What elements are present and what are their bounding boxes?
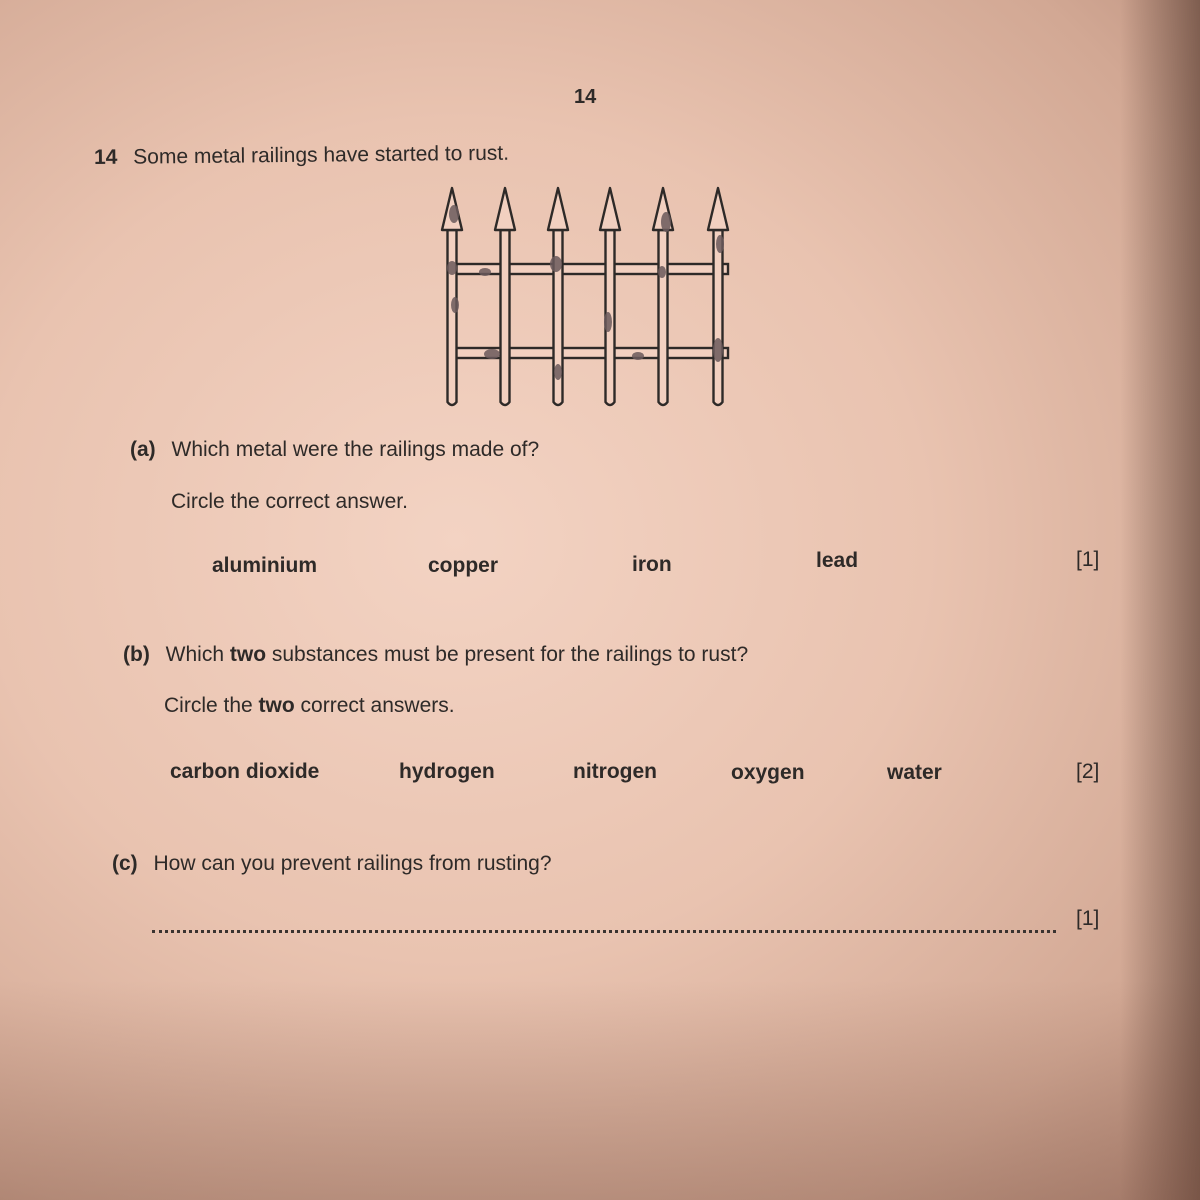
option-lead[interactable]: lead [816, 549, 859, 572]
part-c-question [112, 852, 552, 876]
part-b-instruction [164, 694, 455, 718]
railing-post [714, 230, 723, 405]
question-stem: Some metal railings have started to rust. [133, 141, 510, 169]
part-b-instruction-bold: two [258, 694, 295, 717]
option-iron[interactable]: iron [632, 553, 672, 576]
part-b-label: (b) [123, 643, 150, 666]
railing-post [448, 230, 457, 405]
option-copper[interactable]: copper [428, 554, 499, 577]
part-a-marks: [1] [1076, 548, 1100, 571]
part-c-label: (c) [112, 852, 138, 875]
option-carbon-dioxide[interactable]: carbon dioxide [170, 760, 320, 783]
part-b-marks: [2] [1076, 760, 1100, 783]
railings-illustration [430, 180, 750, 415]
part-b-text-bold: two [229, 643, 267, 666]
page-number: 14 [574, 86, 597, 108]
railing-post [659, 230, 668, 405]
question-number: 14 [93, 145, 118, 169]
part-b-question [123, 643, 748, 667]
upper-rail [450, 264, 728, 274]
part-b-text-pre: Which [165, 643, 225, 666]
railing-posts [442, 188, 728, 405]
part-a-instruction: Circle the correct answer. [171, 490, 408, 513]
railing-spike [708, 188, 728, 230]
answer-line[interactable] [152, 930, 1056, 933]
part-c-marks: [1] [1076, 907, 1100, 930]
question-header [94, 142, 509, 170]
railing-spike [600, 188, 620, 230]
railing-spike [548, 188, 568, 230]
part-a-text: Which metal were the railings made of? [171, 438, 540, 461]
option-aluminium[interactable]: aluminium [212, 554, 318, 577]
option-oxygen[interactable]: oxygen [731, 761, 805, 784]
option-water[interactable]: water [887, 761, 942, 784]
part-b-instruction-post: correct answers. [300, 694, 455, 717]
part-c-text: How can you prevent railings from rusting? [153, 852, 552, 875]
option-nitrogen[interactable]: nitrogen [573, 760, 657, 783]
part-a-label: (a) [130, 438, 156, 461]
option-hydrogen[interactable]: hydrogen [399, 760, 495, 783]
part-b-instruction-pre: Circle the [164, 694, 253, 717]
railing-post [501, 230, 510, 405]
part-b-text-post: substances must be present for the railings to rust? [271, 643, 749, 666]
railing-spike [495, 188, 515, 230]
part-a-question [130, 438, 539, 462]
